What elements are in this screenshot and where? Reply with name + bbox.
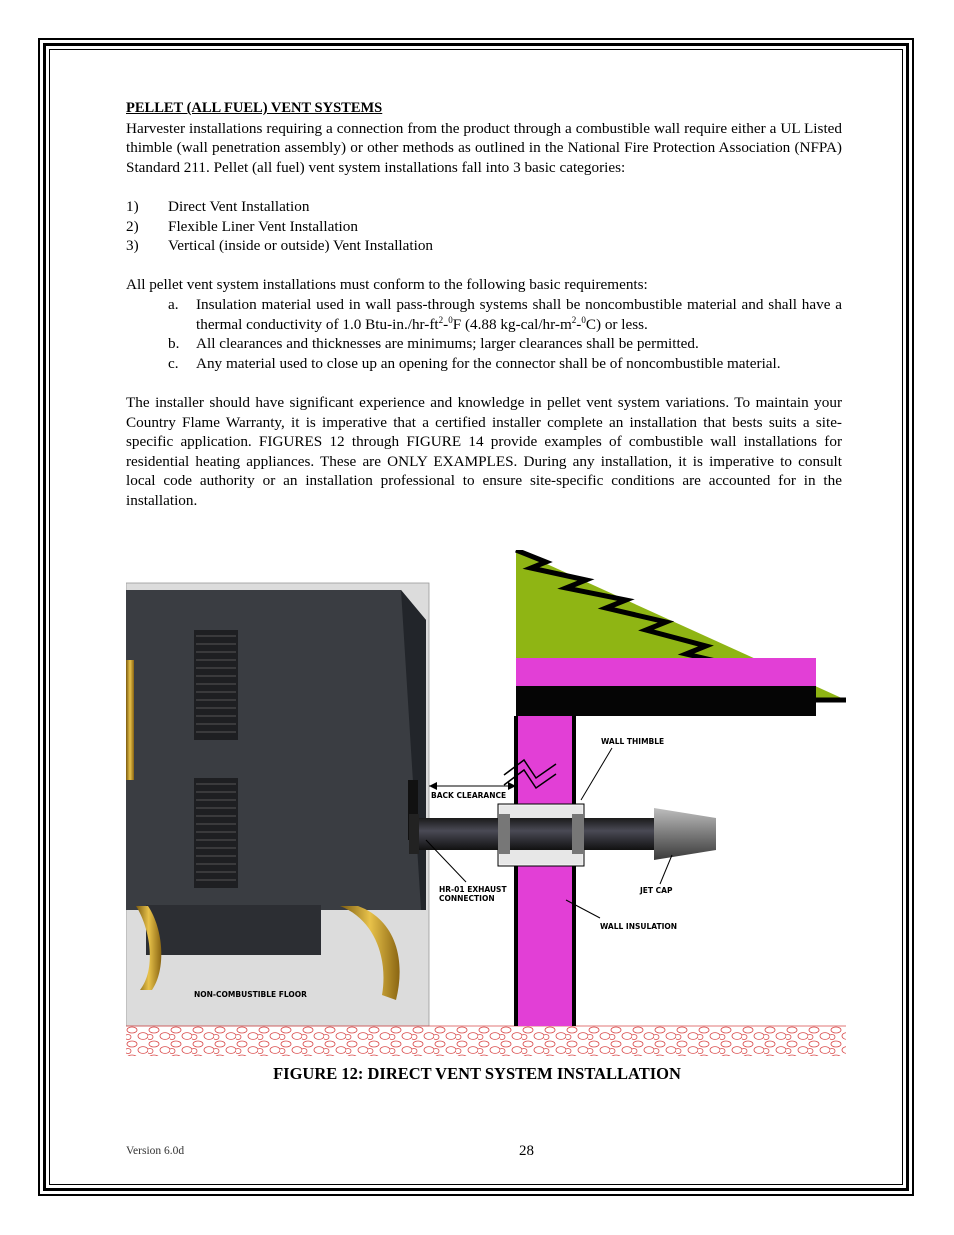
stove-photo [126,583,429,1026]
floor-pebbles [126,1026,846,1056]
category-list [126,197,842,256]
list-item: 3) Vertical (inside or outside) Vent Installation [126,237,434,255]
ceiling-insulation [516,658,816,688]
wall-insulation [516,716,574,1026]
stove-body [126,590,426,910]
label-exhaust-2: CONNECTION [439,894,495,903]
label-wall-insulation: WALL INSULATION [600,922,678,931]
label-exhaust-1: HR-01 EXHAUST [439,885,507,894]
page-number: 28 [519,1143,534,1159]
label-back-clearance: BACK CLEARANCE [431,791,507,800]
list-item: a. Insulation material used in wall pass-through systems shall be noncombustible material and shall have a thermal conductivity of 1.0 Btu-$in./hr-ft^2-^0F$ (4.88 $kg-cal/hr-m^2-^0C$) or less. [168,295,842,333]
requirements-list [126,295,842,373]
roof-overhang [516,550,846,716]
installer-paragraph: The installer should have significant experience and knowledge in pellet vent system variations. To maintain your Country Flame Warranty, it is imperative that a certified installer complete an installation that bests suits a site-specific application. FIGURES 12 through FIGURE 14 provide examples of combustible wall installations for residential heating appliances. These are ONLY EXAMPLES. During any installation, it is imperative to consult local code authority or an installation professional to ensure site-specific conditions are accounted for in the installation. [126,393,842,509]
figure-caption: FIGURE 12: DIRECT VENT SYSTEM INSTALLATION [273,1064,681,1083]
intro-paragraph: Harvester installations requiring a connection from the product through a combustible wall require either a UL Listed thimble (wall penetration assembly) or other methods as outlined in the National Fire Protection Association (NFPA) Standard 211. Pellet (all fuel) vent system installations fall into 3 basic categories: [126,119,842,176]
list-item: b. All clearances and thicknesses are minimums; larger clearances shall be permitted. [168,335,699,353]
section-heading: PELLET (ALL FUEL) VENT SYSTEMS [126,100,383,116]
footer-version: Version 6.0d [126,1145,185,1157]
label-wall-thimble: WALL THIMBLE [601,737,665,746]
page-content [126,99,842,510]
label-jet-cap: JET CAP [640,886,673,895]
list-item: 1) Direct Vent Installation [126,197,310,215]
jet-cap [654,808,716,860]
direct-vent-figure [126,550,846,1060]
list-item: 2) Flexible Liner Vent Installation [126,217,358,235]
list-item: c. Any material used to close up an opening for the connector shall be of noncombustible material. [168,354,781,372]
vent-pipe [409,818,654,850]
floor-label: NON-COMBUSTIBLE FLOOR [194,990,307,999]
requirements-intro: All pellet vent system installations must conform to the following basic requirements: [126,276,648,294]
